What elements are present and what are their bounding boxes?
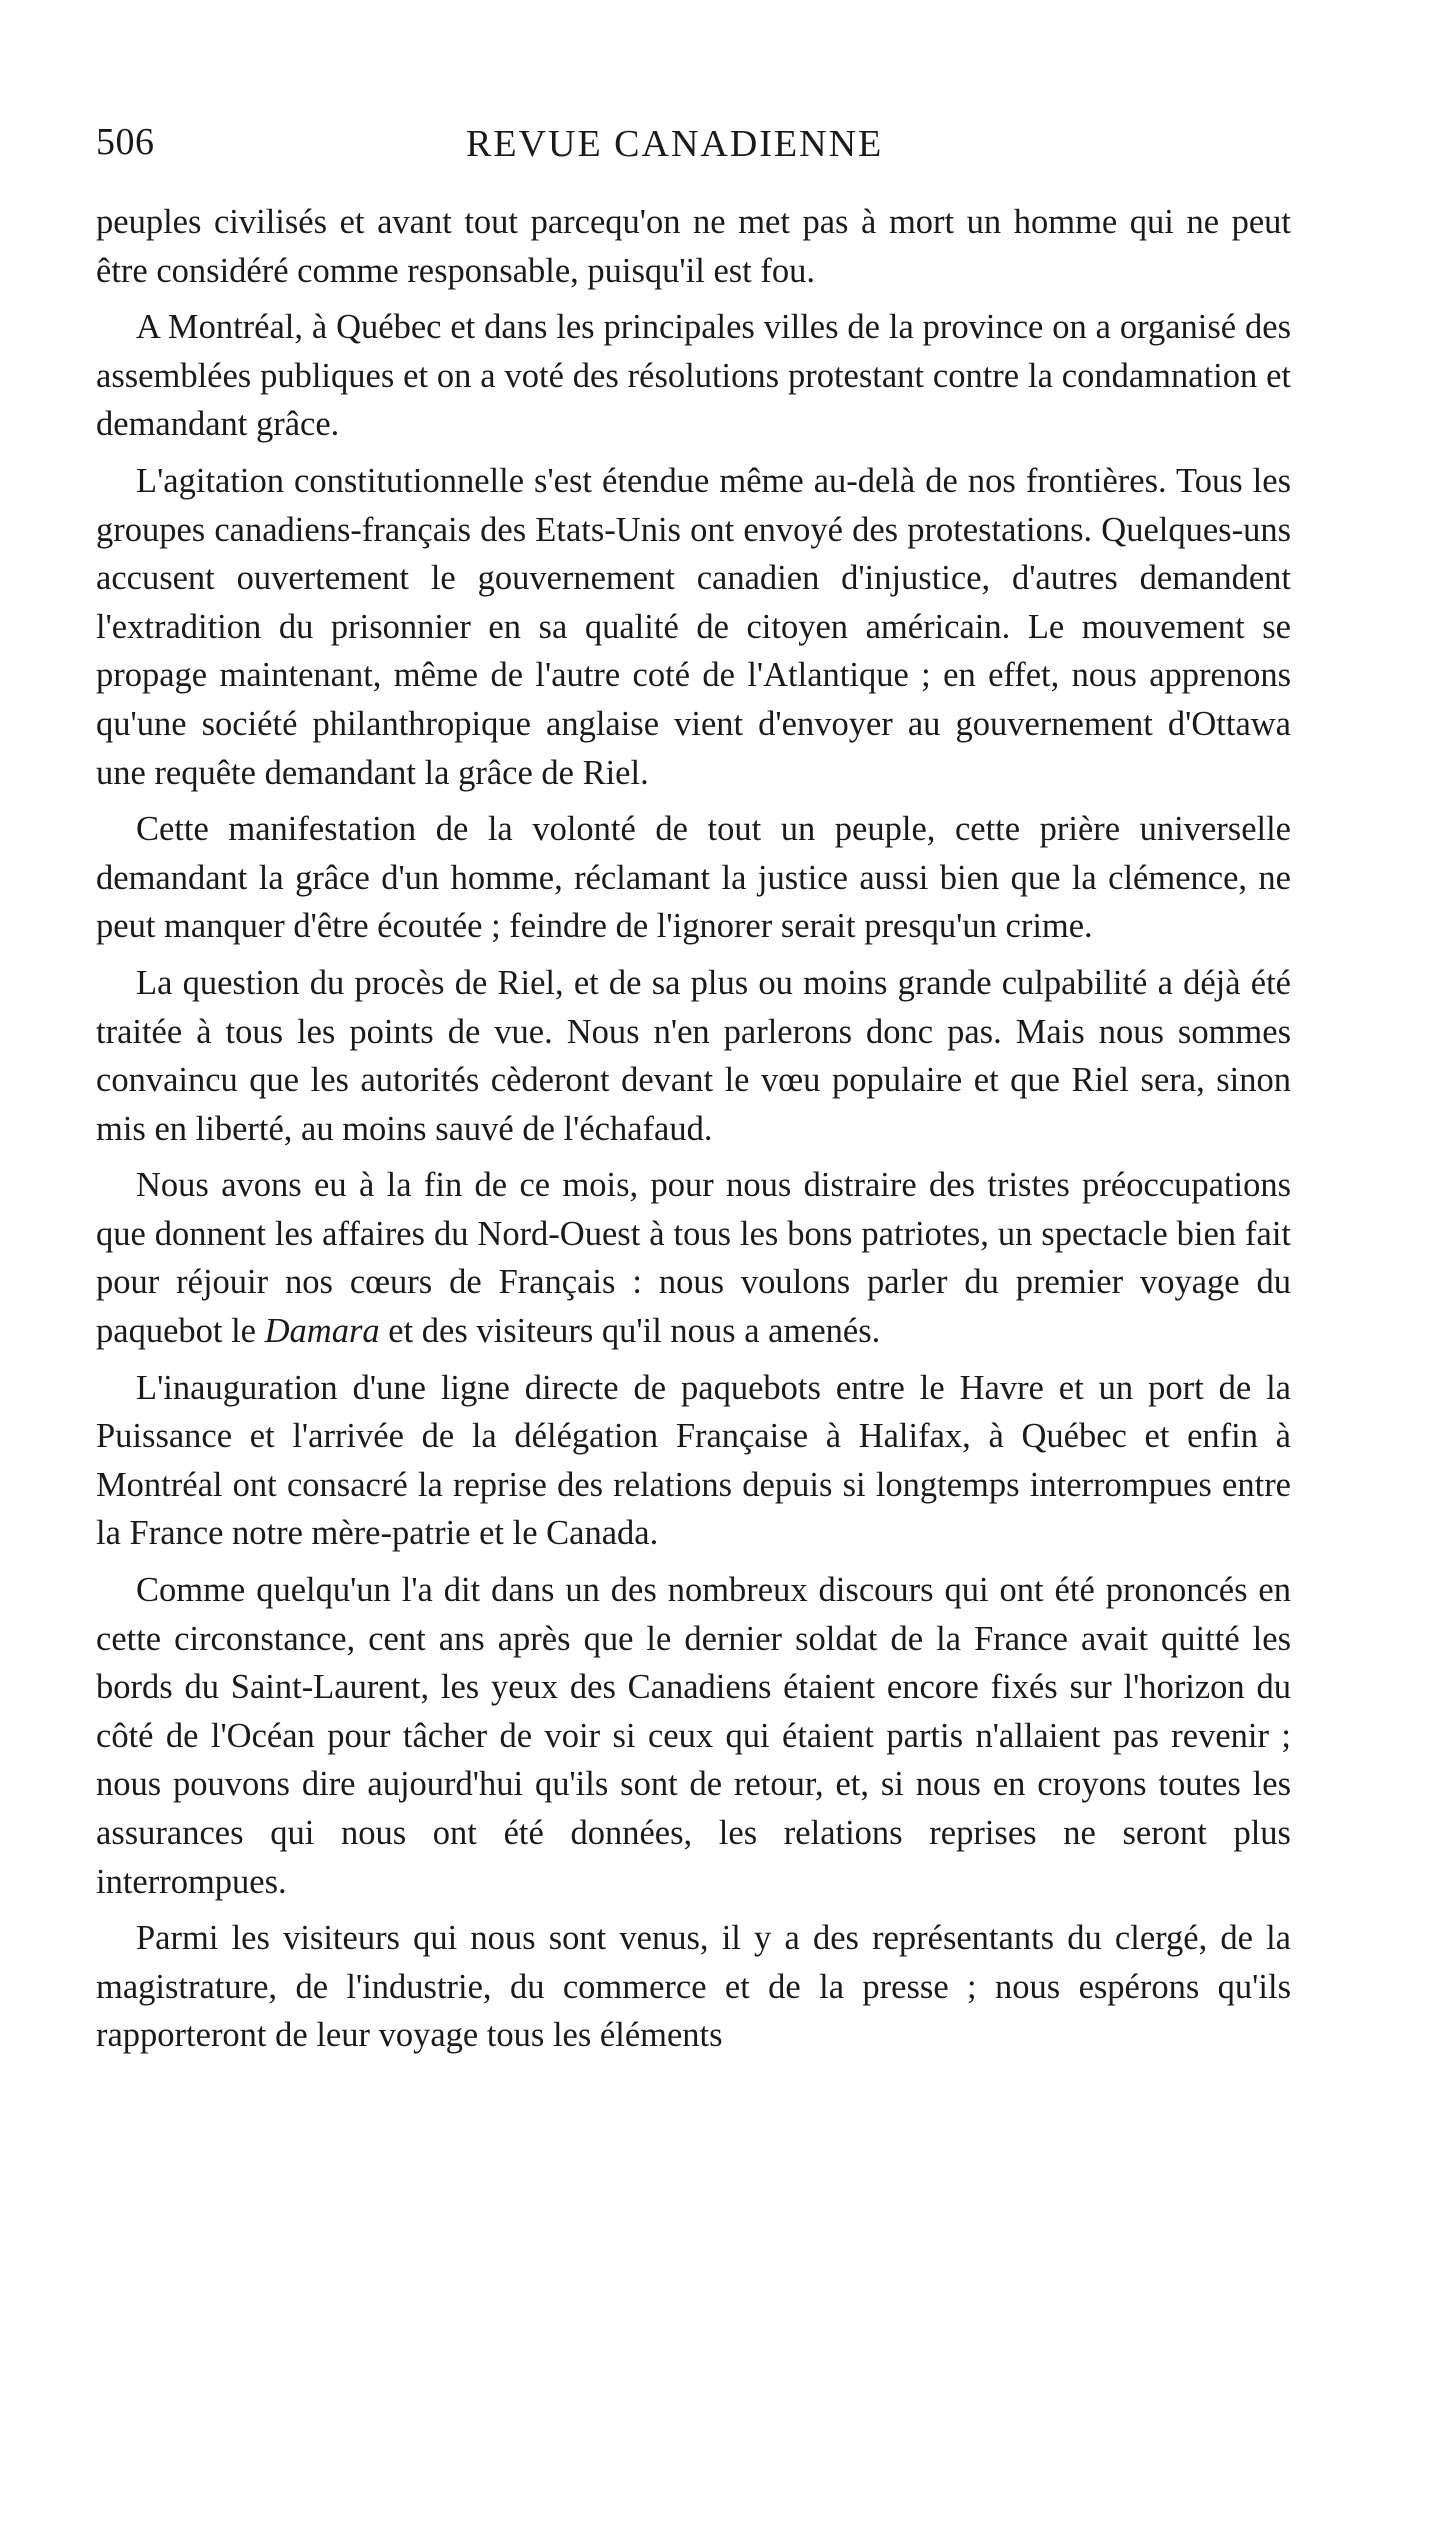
paragraph-9: Parmi les visiteurs qui nous sont venus, il y a des représentants du clergé, de la magistrature, de l'industrie, du commerce et de la presse ; nous espérons qu'ils rapporteront de leur voyage tous les éléments <box>96 1919 1291 2055</box>
paragraph-6-text-after: et des visiteurs qu'il nous a amenés. <box>379 1312 881 1351</box>
paragraph-5: La question du procès de Riel, et de sa plus ou moins grande culpabilité a déjà été traitée à tous les points de vue. Nous n'en parlerons donc pas. Mais nous sommes convaincu que les autorités cèderont devant le vœu populaire et que Riel sera, sinon mis en liberté, au moins sauvé de l'échafaud. <box>96 963 1291 1148</box>
ship-name: Damara <box>264 1312 380 1351</box>
paragraph-7: L'inauguration d'une ligne directe de paquebots entre le Havre et un port de la Puissance et l'arrivée de la délégation Française à Halifax, à Québec et enfin à Montréal ont consacré la reprise des relations depuis si longtemps interrompues entre la France notre mère-patrie et le Canada. <box>96 1368 1291 1553</box>
paragraph-8: Comme quelqu'un l'a dit dans un des nombreux discours qui ont été prononcés en cette circonstance, cent ans après que le dernier soldat de la France avait quitté les bords du Saint-Laurent, les yeux des Canadiens étaient encore fixés sur l'horizon du côté de l'Océan pour tâcher de voir si ceux qui étaient partis n'allaient pas revenir ; nous pouvons dire aujourd'hui qu'ils sont de retour, et, si nous en croyons toutes les assurances qui nous ont été données, les relations reprises ne seront plus interrompues. <box>96 1571 1291 1901</box>
paragraph-1: peuples civilisés et avant tout parcequ'on ne met pas à mort un homme qui ne peut être considéré comme responsable, puisqu'il est fou. <box>96 203 1291 290</box>
page-number: 506 <box>96 121 155 163</box>
running-head: REVUE CANADIENNE <box>466 123 884 165</box>
page-header <box>96 112 1296 172</box>
paragraph-2: A Montréal, à Québec et dans les principales villes de la province on a organisé des assemblées publiques et on a voté des résolutions protestant contre la condamnation et demandant grâce. <box>96 308 1291 444</box>
body-text <box>96 198 1291 2068</box>
paragraph-6 <box>96 1161 1291 1355</box>
paragraph-4: Cette manifestation de la volonté de tout un peuple, cette prière universelle demandant la grâce d'un homme, réclamant la justice aussi bien que la clémence, ne peut manquer d'être écoutée ; feindre de l'ignorer serait presqu'un crime. <box>96 810 1291 946</box>
paragraph-6-text-before: Nous avons eu à la fin de ce mois, pour nous distraire des tristes préoccupations que donnent les affaires du Nord-Ouest à tous les bons patriotes, un spectacle bien fait pour réjouir nos cœurs de Français : nous voulons parler du premier voyage du paquebot le <box>96 1166 1291 1351</box>
paragraph-3: L'agitation constitutionnelle s'est étendue même au-delà de nos frontières. Tous les groupes canadiens-français des Etats-Unis ont envoyé des protestations. Quelques-uns accusent ouvertement le gouvernement canadien d'injustice, d'autres demandent l'extradition du prisonnier en sa qualité de citoyen américain. Le mouvement se propage maintenant, même de l'autre coté de l'Atlantique ; en effet, nous apprenons qu'une société philanthropique anglaise vient d'envoyer au gouvernement d'Ottawa une requête demandant la grâce de Riel. <box>96 461 1291 792</box>
